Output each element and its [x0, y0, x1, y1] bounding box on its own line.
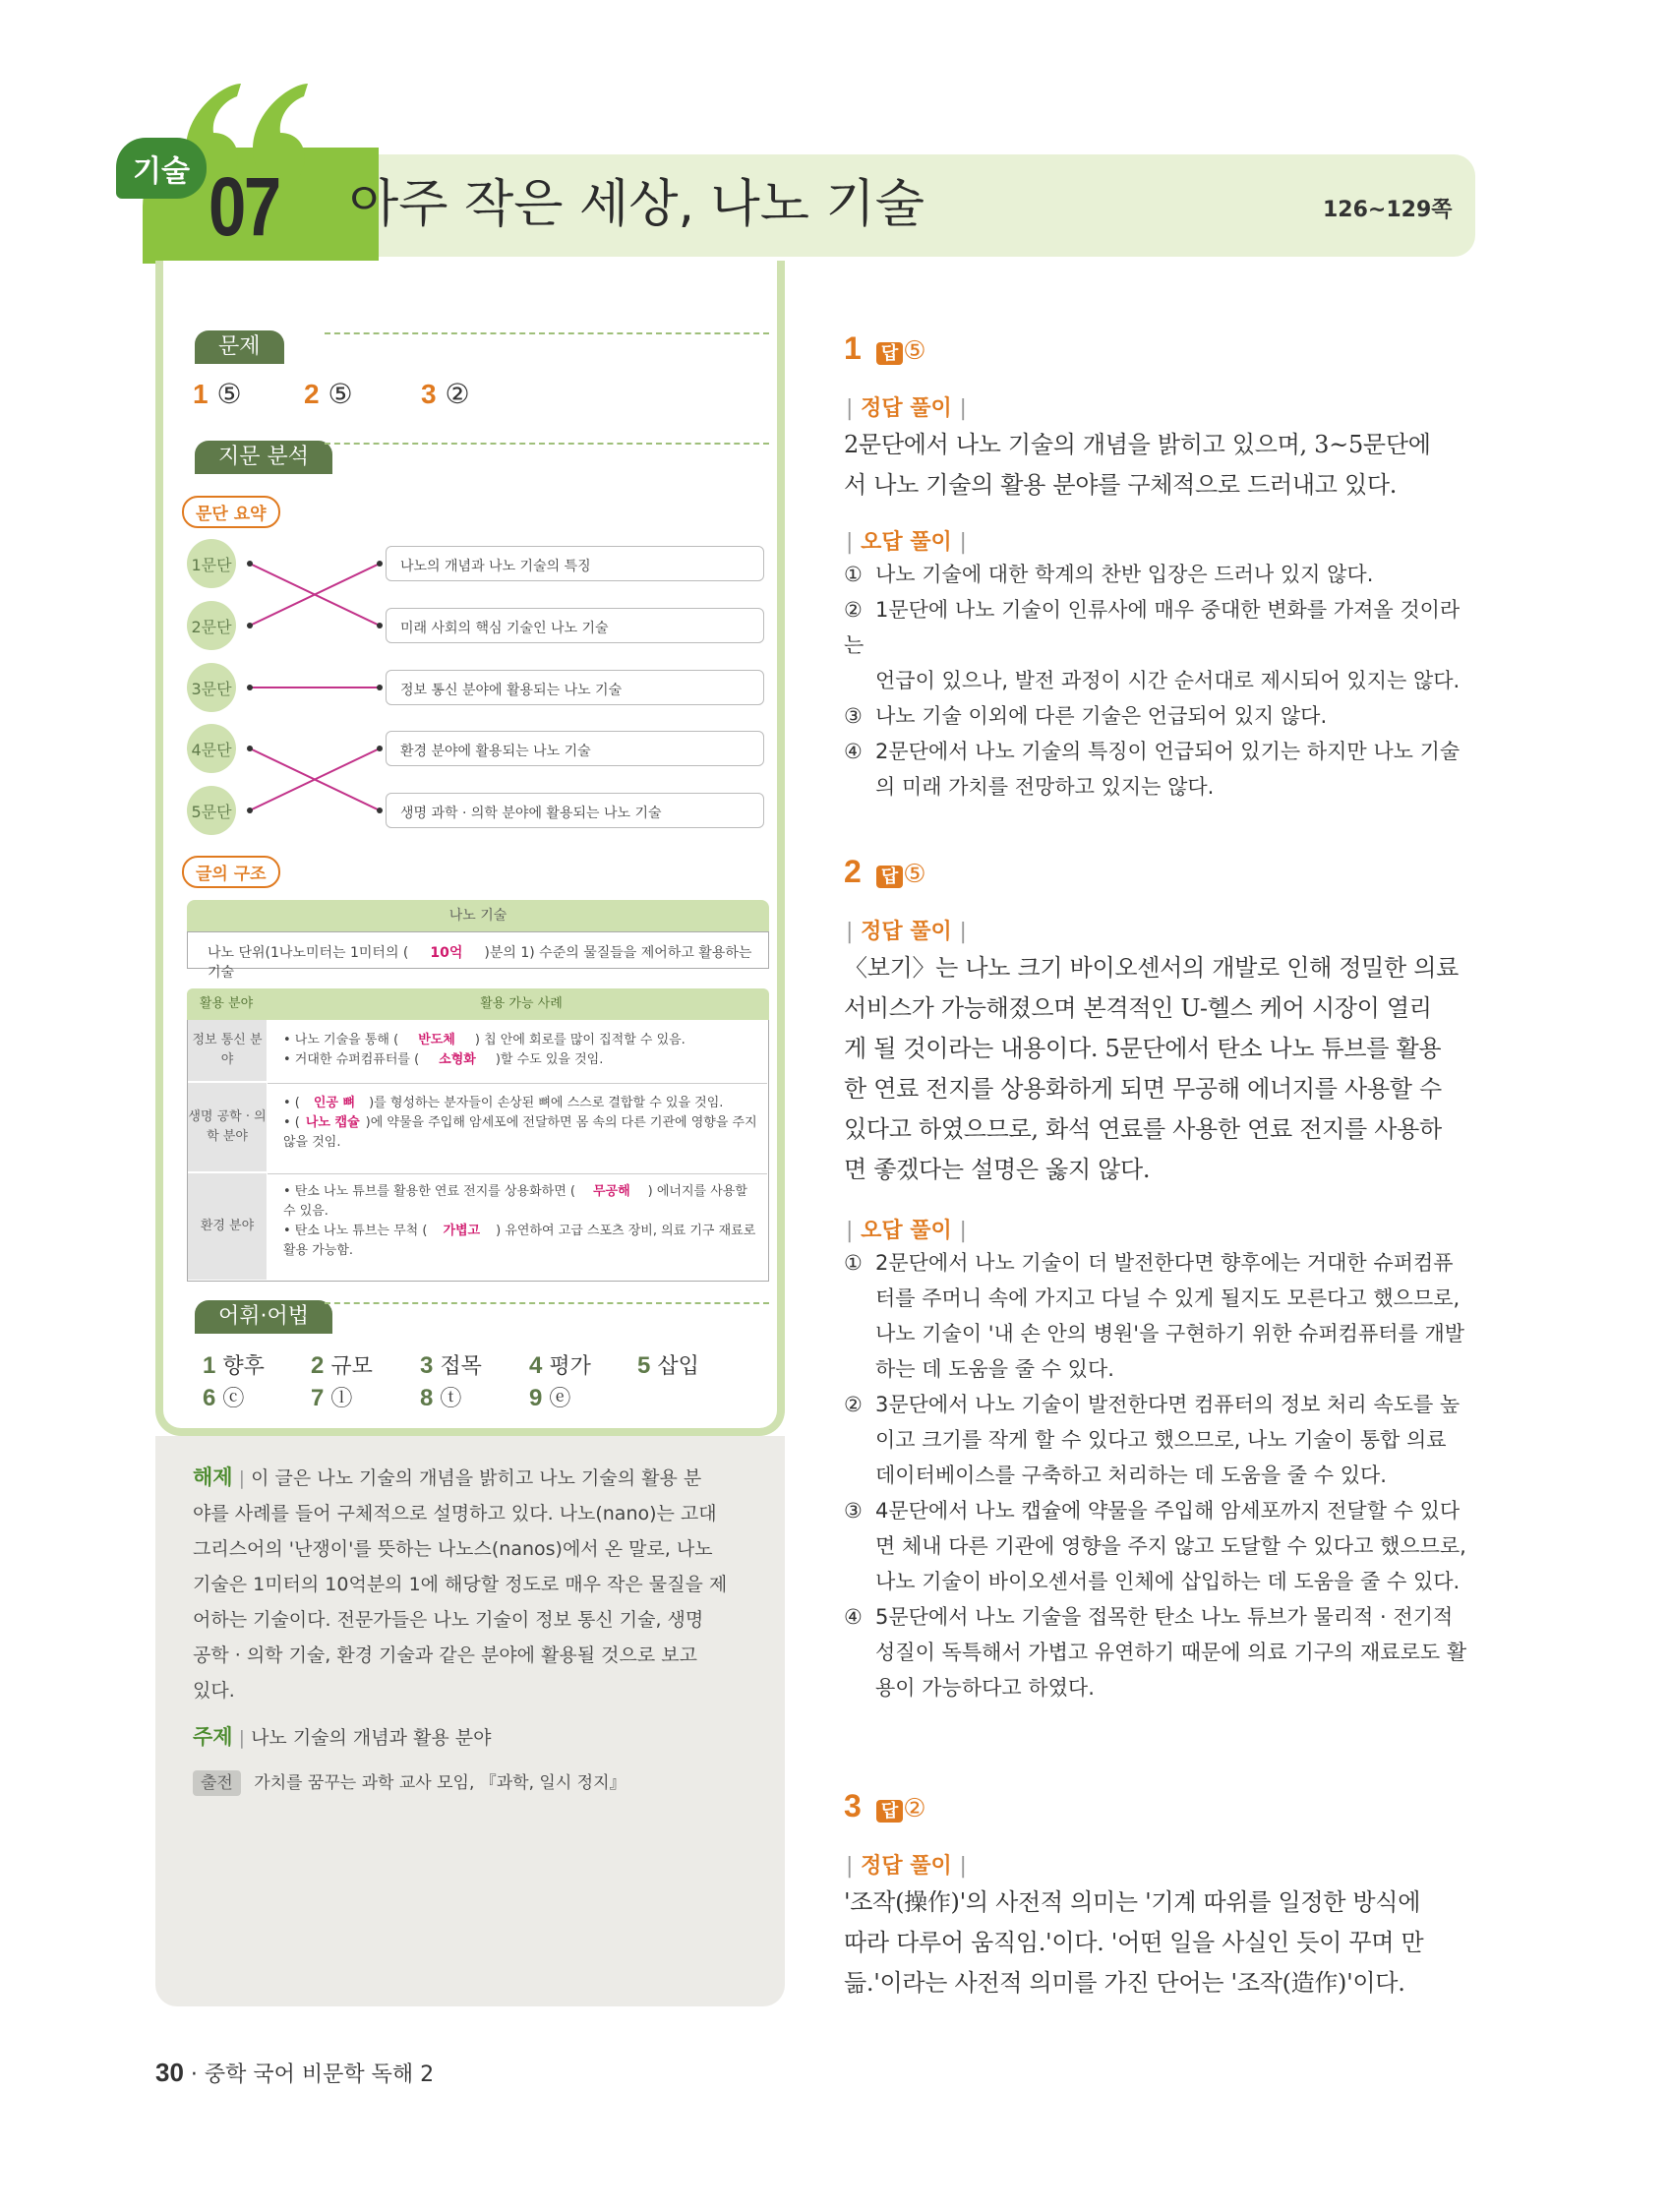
divider	[325, 443, 769, 445]
row-divider	[268, 1173, 767, 1174]
commentary-text: 해제 | 이 글은 나노 기술의 개념을 밝히고 나노 기술의 활용 분 야를 사례를 들어 구체적으로 설명하고 있다. 나노(nano)는 고대 그리스어의 '난쟁이'를 뜻하는 나노스(nanos)에서 온 말로, 나노 기술은 1미터의 10억분의 1에 해당할 정도로 매우 작은 물질을 제 어하는 기술이다. 전문가들은 나노 기술이 정보 통신 기술, 생명 공학 · 의학 기술, 환경 기술과 같은 분야에 활용될 것으로 보고 있다.	[193, 1465, 728, 1702]
correct-explanation: '조작(操作)'의 사전적 의미는 '기계 따위를 일정한 방식에 따라 다루어 움직임.'이다. '어떤 일을 사실인 듯이 꾸며 만 듦.'이라는 사전적 의미를 가진 단어는 '조작(造作)'이다.	[844, 1888, 1424, 1997]
page-range: 126~129쪽	[1323, 198, 1453, 222]
wrong-explanation-label: | 오답 풀이 |	[846, 1219, 967, 1243]
vocab-item: 7 ⓛ	[311, 1385, 353, 1411]
correct-explanation-label: | 정답 풀이 |	[846, 1854, 967, 1879]
category-tag: 기술	[116, 138, 207, 199]
lesson-number: 07	[209, 160, 279, 253]
correct-explanation: 2문단에서 나노 기술의 개념을 밝히고 있으며, 3~5문단에 서 나노 기술의 활용 분야를 구체적으로 드러내고 있다.	[844, 431, 1431, 499]
divider	[325, 1302, 769, 1304]
question-2-header: 2 답 ⑤	[844, 854, 926, 889]
correct-explanation-label: | 정답 풀이 |	[846, 920, 967, 944]
theme-line: 주제 | 나노 기술의 개념과 활용 분야	[193, 1725, 492, 1749]
summary-box: 생명 과학 · 의학 분야에 활용되는 나노 기술	[386, 793, 764, 828]
summary-box: 나노의 개념과 나노 기술의 특징	[386, 546, 764, 581]
structure-definition: 나노 단위(1나노미터는 1미터의 ( 10억 )분의 1) 수준의 물질들을 제어하고 활용하는 기술	[187, 931, 769, 969]
answer-item: 2 ⑤	[304, 378, 353, 410]
page-title: 아주 작은 세상, 나노 기술	[349, 175, 924, 234]
vocab-item: 5 삽입	[637, 1352, 699, 1379]
vocab-item: 6 ⓒ	[203, 1385, 245, 1411]
summary-box: 환경 분야에 활용되는 나노 기술	[386, 731, 764, 766]
column-header: 활용 가능 사례	[480, 996, 563, 1011]
question-3-header: 3 답 ②	[844, 1788, 926, 1823]
paragraph-marker: 1문단	[187, 539, 236, 588]
answer-item: 1 ⑤	[193, 378, 242, 410]
structure-pill: 글의 구조	[182, 856, 280, 888]
row-content: • 탄소 나노 튜브를 활용한 연료 전지를 상용화하면 ( 무공해 ) 에너지를 사용할 수 있음. • 탄소 나노 튜브는 무척 ( 가볍고 ) 유연하여 고급 스포츠 장비, 의료 기구 재료로 활용 가능함.	[283, 1184, 756, 1258]
haeje-label: 해제	[193, 1465, 233, 1489]
source-line: 출전 가치를 꿈꾸는 과학 교사 모임, 『과학, 일시 정지』	[193, 1768, 626, 1793]
paragraph-marker: 2문단	[187, 601, 236, 650]
wrong-options: ① 나노 기술에 대한 학계의 찬반 입장은 드러나 있지 않다. ② 1문단에 나노 기술이 인류사에 매우 중대한 변화를 가져올 것이라는 언급이 있으나, 발전 과정이 시간 순서대로 제시되어 있지는 않다. ③ 나노 기술 이외에 다른 기술은 언급되어 있지 않다. ④ 2문단에서 나노 기술의 특징이 언급되어 있기는 하지만 나노 기술 의 미래 가치를 전망하고 있지는 않다.	[844, 563, 1461, 799]
correct-explanation-label: | 정답 풀이 |	[846, 396, 967, 421]
answers-tab: 문제	[195, 330, 284, 364]
summary-pill: 문단 요약	[182, 496, 280, 528]
structure-header: 나노 기술	[187, 900, 769, 931]
matching-lines	[246, 541, 384, 826]
vocab-item: 1 향후	[203, 1352, 265, 1379]
row-label: 생명 공학 · 의학 분야	[188, 1083, 267, 1171]
wrong-explanation-label: | 오답 풀이 |	[846, 530, 967, 555]
paragraph-marker: 3문단	[187, 663, 236, 712]
row-label: 환경 분야	[188, 1173, 267, 1280]
summary-box: 미래 사회의 핵심 기술인 나노 기술	[386, 608, 764, 643]
row-content: • 나노 기술을 통해 ( 반도체 ) 칩 안에 회로를 많이 집적할 수 있음. • 거대한 슈퍼컴퓨터를 ( 소형화 )할 수도 있을 것임.	[283, 1033, 686, 1067]
summary-box: 정보 통신 분야에 활용되는 나노 기술	[386, 670, 764, 705]
vocab-tab: 어휘·어법	[195, 1300, 332, 1334]
question-1-header: 1 답 ⑤	[844, 330, 926, 366]
row-divider	[268, 1083, 767, 1084]
page-footer: 30 · 중학 국어 비문학 독해 2	[155, 2058, 435, 2087]
vocab-item: 3 접목	[420, 1352, 482, 1379]
paragraph-marker: 4문단	[187, 724, 236, 773]
row-content: • ( 인공 뼈 )를 형성하는 분자들이 손상된 뼈에 스스로 결합할 수 있을 것임. • ( 나노 캡슐 )에 약물을 주입해 암세포에 전달하면 몸 속의 다른 기관에 영향을 주지 않을 것임.	[283, 1096, 757, 1150]
answer-item: 3 ②	[421, 378, 470, 410]
row-label: 정보 통신 분야	[188, 1020, 267, 1081]
vocab-item: 4 평가	[529, 1352, 591, 1379]
wrong-options: ① 2문단에서 나노 기술이 더 발전한다면 향후에는 거대한 슈퍼컴퓨 터를 주머니 속에 가지고 다닐 수 있게 될지도 모른다고 했으므로, 나노 기술이 '내 손 안의 병원'을 구현하기 위한 슈퍼컴퓨터를 개발 하는 데 도움을 줄 수 있다. ② 3문단에서 나노 기술이 발전한다면 컴퓨터의 정보 처리 속도를 높 이고 크기를 작게 할 수 있다고 했으므로, 나노 기술이 통합 의료 데이터베이스를 구축하고 처리하는 데 도움을 줄 수 있다. ③ 4문단에서 나노 캡슐에 약물을 주입해 암세포까지 전달할 수 있다 면 체내 다른 기관에 영향을 주지 않고 도달할 수 있다고 했으므로, 나노 기술이 바이오센서를 인체에 삽입하는 데 도움을 줄 수 있다. ④ 5문단에서 나노 기술을 접목한 탄소 나노 튜브가 물리적 · 전기적 성질이 독특해서 가볍고 유연하기 때문에 의료 기구의 재료로도 활 용이 가능하다고 하였다.	[844, 1251, 1467, 1700]
paragraph-marker: 5문단	[187, 786, 236, 835]
column-header: 활용 분야	[199, 996, 254, 1011]
vocab-item: 2 규모	[311, 1352, 373, 1379]
vocab-item: 9 ⓔ	[529, 1385, 571, 1411]
analysis-tab: 지문 분석	[195, 441, 332, 474]
divider	[325, 332, 769, 334]
correct-explanation: 〈보기〉는 나노 크기 바이오센서의 개발로 인해 정밀한 의료 서비스가 가능해졌으며 본격적인 U-헬스 케어 시장이 열리 게 될 것이라는 내용이다. 5문단에서 탄소 나노 튜브를 활용 한 연료 전지를 상용화하게 되면 무공해 에너지를 사용할 수 있다고 하였으므로, 화석 연료를 사용한 연료 전지를 사용하 면 좋겠다는 설명은 옳지 않다.	[844, 954, 1460, 1183]
vocab-item: 8 ⓣ	[420, 1385, 462, 1411]
